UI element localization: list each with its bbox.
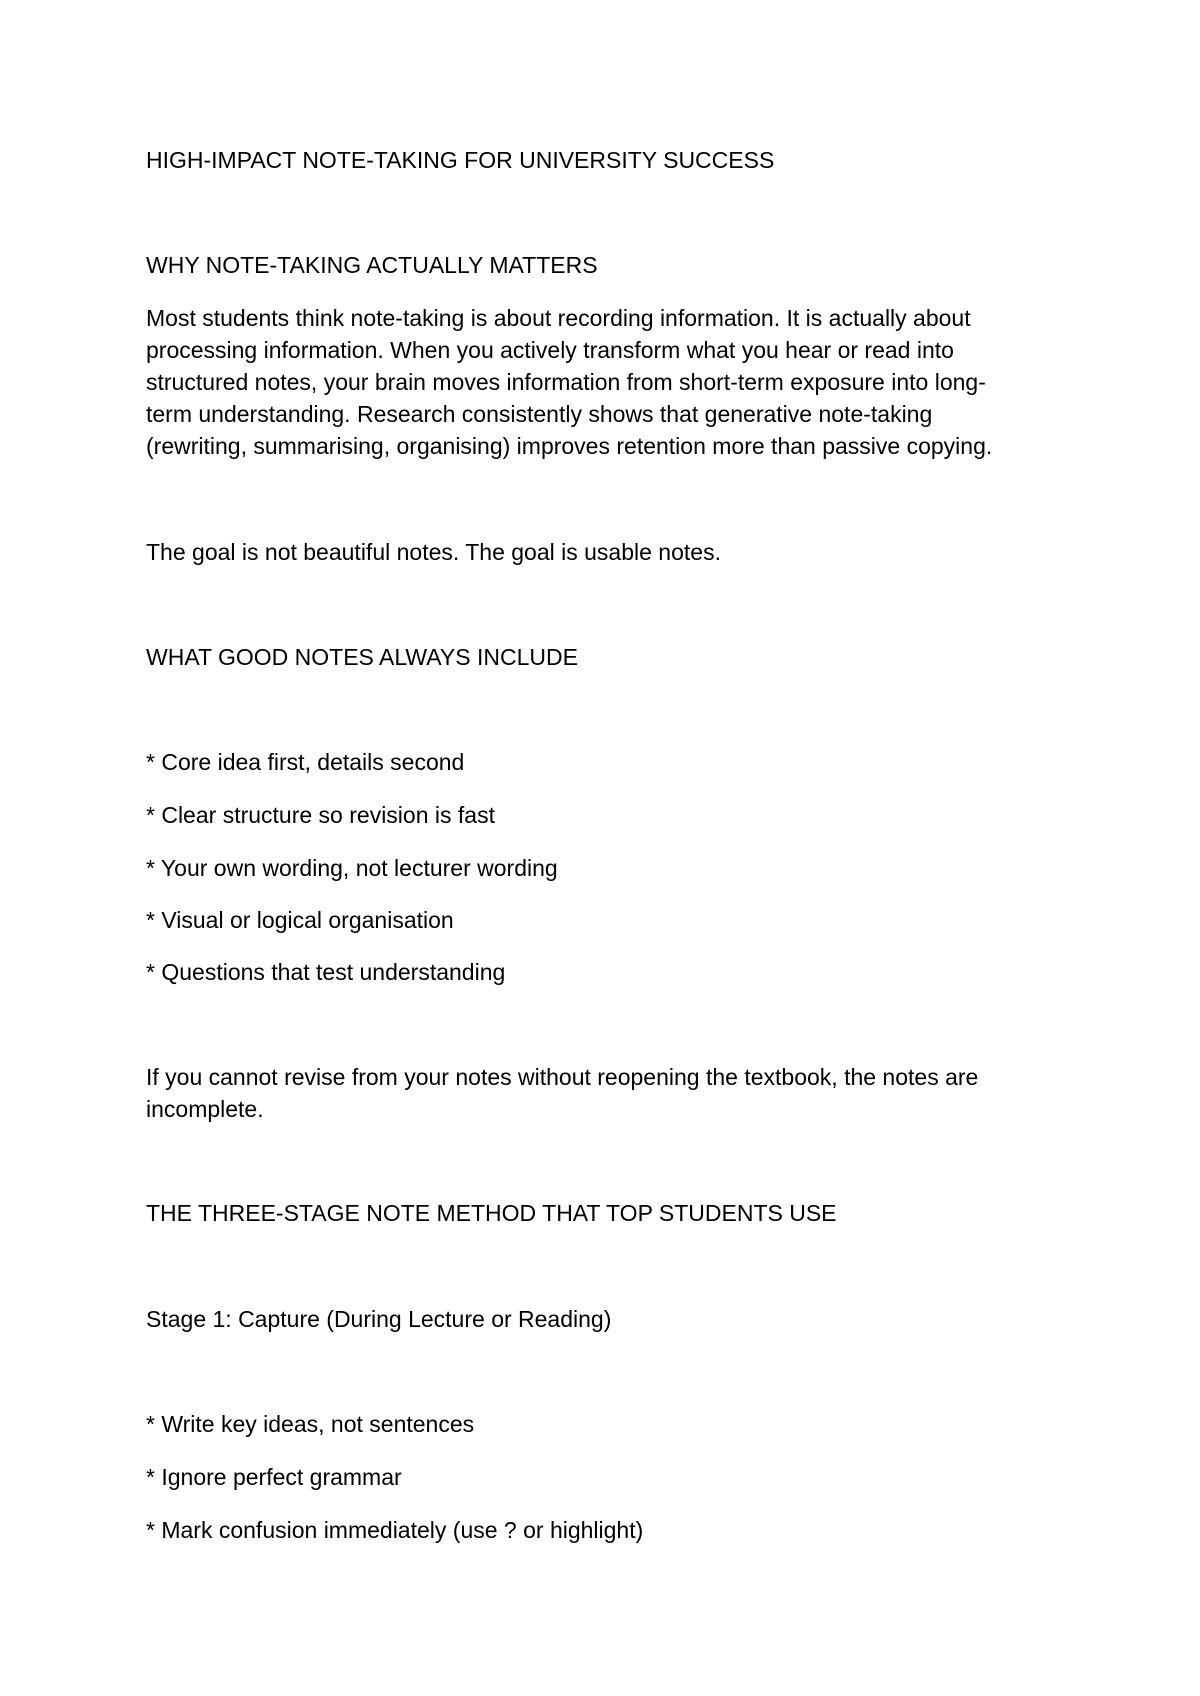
- list-item: * Write key ideas, not sentences: [146, 1411, 475, 1437]
- paragraph-line: structured notes, your brain moves information from short-term exposure into long-: [146, 369, 986, 395]
- paragraph-line: term understanding. Research consistently shows that generative note-taking: [146, 401, 933, 427]
- list-item: * Core idea first, details second: [146, 749, 465, 775]
- heading-why-note-taking: WHY NOTE-TAKING ACTUALLY MATTERS: [146, 252, 598, 278]
- list-item: * Visual or logical organisation: [146, 907, 454, 933]
- document-title: HIGH-IMPACT NOTE-TAKING FOR UNIVERSITY SUCCESS: [146, 147, 775, 173]
- stage-1-heading: Stage 1: Capture (During Lecture or Reading): [146, 1306, 612, 1332]
- goal-statement: The goal is not beautiful notes. The goal is usable notes.: [146, 539, 721, 565]
- list-item: * Your own wording, not lecturer wording: [146, 855, 558, 881]
- list-item: * Mark confusion immediately (use ? or highlight): [146, 1517, 644, 1543]
- paragraph-line: incomplete.: [146, 1096, 264, 1122]
- paragraph-line: Most students think note-taking is about recording information. It is actually about: [146, 305, 971, 331]
- list-item: * Ignore perfect grammar: [146, 1464, 402, 1490]
- paragraph-why-note-taking: [146, 302, 1076, 462]
- list-item: * Questions that test understanding: [146, 959, 506, 985]
- heading-three-stage-method: THE THREE-STAGE NOTE METHOD THAT TOP STUDENTS USE: [146, 1200, 837, 1226]
- list-item: * Clear structure so revision is fast: [146, 802, 495, 828]
- paragraph-line: processing information. When you actively transform what you hear or read into: [146, 337, 954, 363]
- paragraph-line: If you cannot revise from your notes without reopening the textbook, the notes are: [146, 1064, 979, 1090]
- paragraph-line: (rewriting, summarising, organising) improves retention more than passive copying.: [146, 433, 993, 459]
- heading-good-notes: WHAT GOOD NOTES ALWAYS INCLUDE: [146, 644, 578, 670]
- closing-paragraph: [146, 1061, 1076, 1125]
